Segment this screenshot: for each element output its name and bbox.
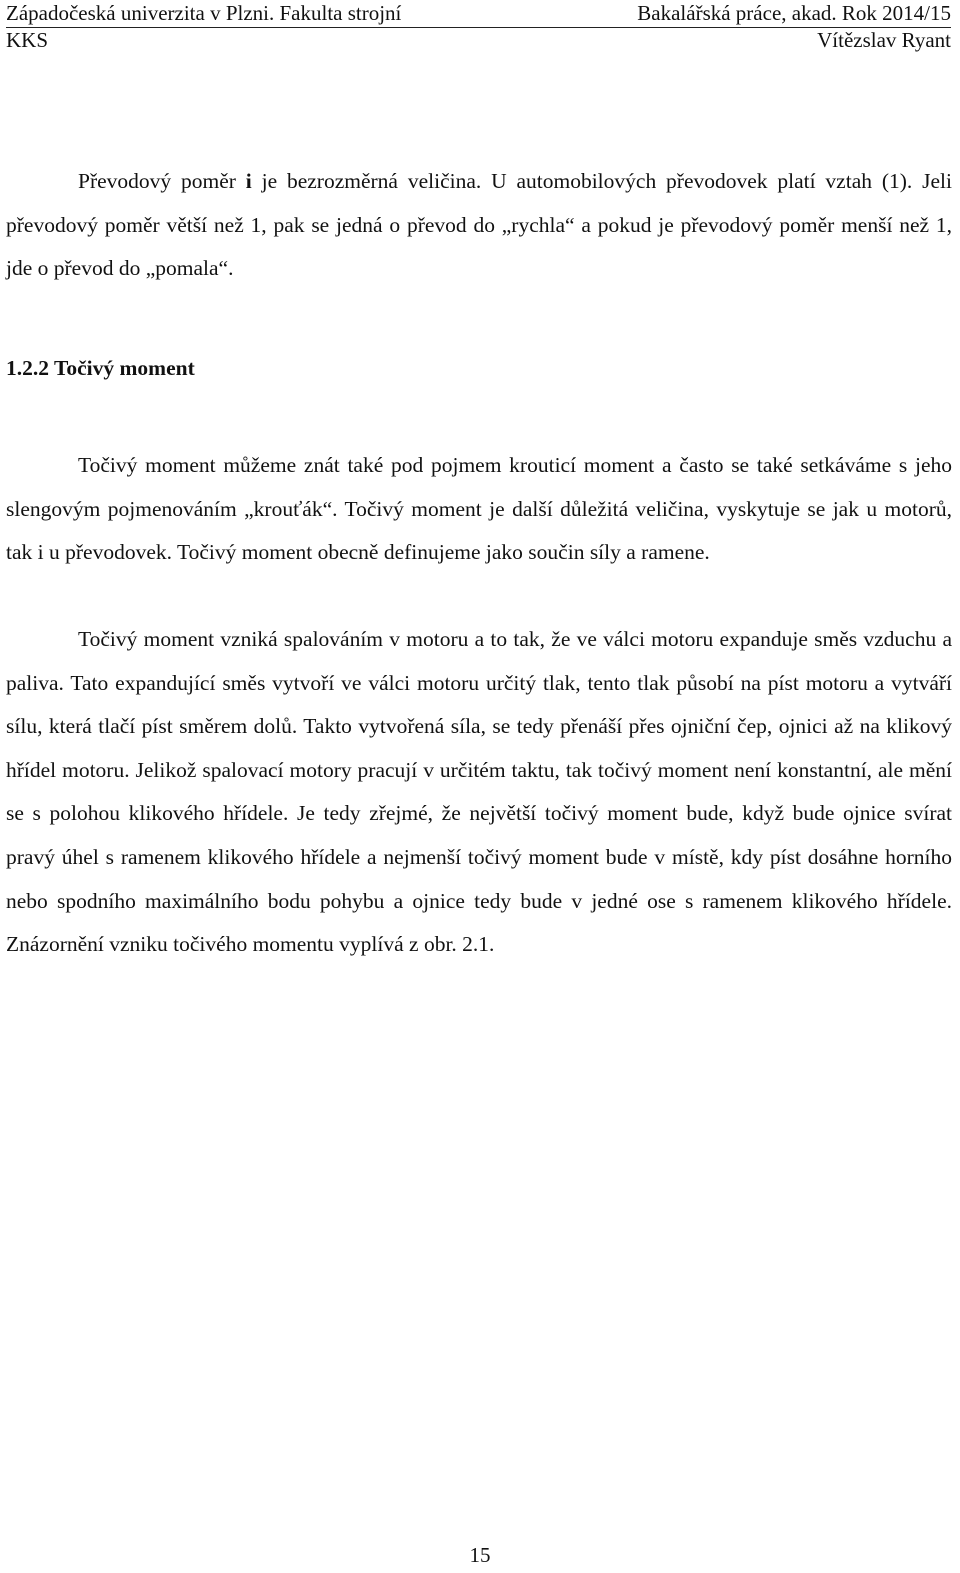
symbol-i: i: [245, 169, 252, 193]
section-heading: 1.2.2 Točivý moment: [6, 356, 195, 380]
header-department: KKS: [6, 28, 49, 52]
header-university: Západočeská univerzita v Plzni. Fakulta strojní: [6, 1, 402, 25]
paragraph-torque-definition: Točivý moment můžeme znát také pod pojmem krouticí moment a často se také setkáváme s jeho slengovým pojmenováním „krouťák“. Točivý moment je další důležitá veličina, vyskytuje se jak u motorů, tak i u převodovek. Točivý moment obecně definujeme jako součin síly a ramene.: [6, 453, 952, 565]
paragraph-gear-ratio: [6, 160, 952, 291]
paragraph-torque-origin: Točivý moment vzniká spalováním v motoru a to tak, že ve válci motoru expanduje směs vzduchu a paliva. Tato expandující směs vytvoří ve válci motoru určitý tlak, tento tlak působí na píst motoru a vytváří sílu, která tlačí píst směrem dolů. Takto vytvořená síla, se tedy přenáší přes ojniční čep, ojnici až na klikový hřídel motoru. Jelikož spalovací motory pracují v určitém taktu, tak točivý moment není konstantní, ale mění se s polohou klikového hřídele. Je tedy zřejmé, že největší točivý moment bude, když bude ojnice svírat pravý úhel s ramenem klikového hřídele a nejmenší točivý moment bude v místě, kdy píst dosáhne horního nebo spodního maximálního bodu pohybu a ojnice tedy bude v jedné ose s ramenem klikového hřídele. Znázornění vzniku točivého momentu vyplívá z obr. 2.1.: [6, 627, 952, 957]
page-number: 15: [469, 1543, 491, 1567]
header-thesis-info: Bakalářská práce, akad. Rok 2014/15: [637, 1, 951, 25]
header-row-1: [6, 0, 951, 27]
header-rule: [6, 27, 951, 28]
paragraph-1-start: Převodový poměr: [78, 169, 246, 193]
header-row-2: [6, 27, 951, 54]
paragraph-1-rest: je bezrozměrná veličina. U automobilových převodovek platí vztah (1). Jeli převodový poměr větší než 1, pak se jedná o převod do „rychla“ a pokud je převodový poměr menší než 1, jde o převod do „pomala“.: [6, 169, 952, 281]
header-author: Vítězslav Ryant: [817, 28, 951, 52]
